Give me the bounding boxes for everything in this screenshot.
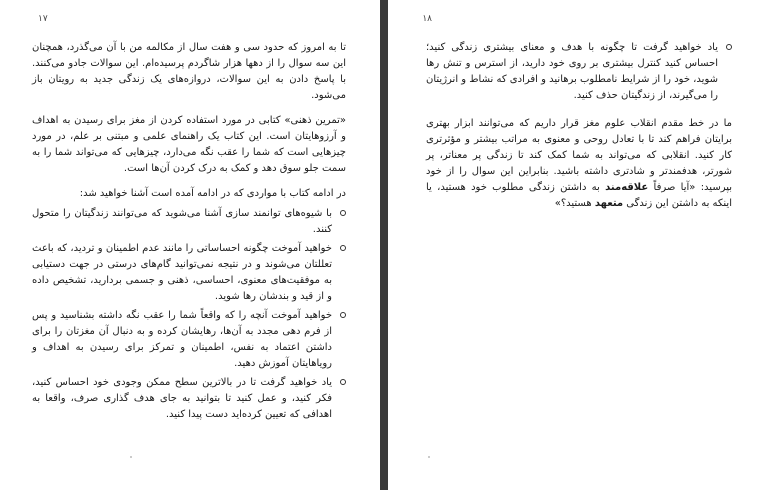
left-page (0, 0, 382, 490)
page-number-left: ۱۷ (38, 14, 48, 24)
page-divider (380, 0, 388, 490)
question-bold-2: متعهد (594, 198, 624, 209)
list-item-text: یاد خواهید گرفت تا چگونه با هدف و معنای بیشتری زندگی کنید؛ احساس کنید کنترل بیشتری بر روی خود دارید، از استرس و تنش رها شوید، خود را از شرایط نامطلوب برهانید و افرادی که نشاط و انرژیتان را می‌گیرند، از زندگیتان حذف کنید. (426, 42, 718, 101)
list-item (32, 206, 346, 238)
main-paragraph-text: ما در خط مقدم انقلاب علوم مغز قرار داریم که می‌توانند ابزار بهتری برایتان فراهم کند تا با تعادل روحی و معنوی به مراتب بیشتر و مؤثرتری کار کنید. انقلابی که می‌تواند به شما کمک کند تا زندگی پر معناتر، پر شورتر، هدفمندتر و شادتری داشته باشید. بنابراین این سوال را از خود بپرسید: (426, 118, 733, 193)
list-item (426, 40, 732, 104)
list-item-text: خواهید آموخت آنچه را که واقعاً شما را عقب نگه داشته بشناسید و پس از فرم دهی مجدد به آن‌ها، رهایشان کرده و به دنبال آن مغزتان را برای داشتن اعتماد به نفس، اطمینان و تمرکز برای رسیدن به اهداف و رویاهایتان آموزش دهید. (32, 310, 332, 369)
lead-in-paragraph: در ادامه کتاب با مواردی که در ادامه آمده است آشنا خواهید شد: (79, 188, 346, 199)
right-page (388, 0, 768, 490)
page-footer-mark (428, 456, 430, 458)
question-bold-1: علاقه‌مند (605, 182, 649, 193)
left-page-text (32, 40, 346, 426)
right-page-text (426, 40, 732, 221)
question-text-1: «آیا صرفاً (653, 182, 696, 193)
list-item-text: با شیوه‌های توانمند سازی آشنا می‌شوید که می‌توانند زندگیتان را متحول کنند. (32, 208, 332, 235)
list-item (32, 375, 346, 423)
circle-bullet-icon (340, 245, 346, 251)
list-item (32, 308, 346, 372)
circle-bullet-icon (340, 312, 346, 318)
page-number-right: ۱۸ (422, 14, 432, 24)
main-paragraph (426, 116, 732, 212)
page-footer-mark (130, 456, 132, 458)
circle-bullet-icon (340, 210, 346, 216)
list-item-text: یاد خواهید گرفت تا در بالاترین سطح ممکن وجودی خود احساس کنید، فکر کنید، و عمل کنید تا بتوانید به جای هدف گذاری صرف، واقعا به اهدافی که تعیین کرده‌اید دست پیدا کنید. (32, 377, 332, 420)
circle-bullet-icon (340, 379, 346, 385)
question-text-2: به داشتن زندگی مطلوب خود هستید، یا اینکه به داشتن این زندگی (426, 182, 732, 209)
intro-paragraph: تا به امروز که حدود سی و هفت سال از مکالمه من با آن می‌گذرد، همچنان این سه سوال را از دهها هزار شاگردم پرسیده‌ام. این سوالات جادو می‌کنند. با پاسخ دادن به این سوالات، دروازه‌های یک زندگی جدید به رویتان باز می‌شود. (32, 42, 346, 101)
question-text-3: هستید؟» (554, 198, 592, 209)
description-paragraph: «تمرین ذهنی» کتابی در مورد استفاده کردن از مغز برای رسیدن به اهداف و آرزوهایتان است. این کتاب یک راهنمای علمی و مبتنی بر علم، در مورد چیزهایی است که شما را عقب نگه می‌دارد، چیزهایی که می‌تواند شما را به سمت جلو سوق دهد و کمک به درک کردن آن‌ها است. (32, 115, 346, 174)
circle-bullet-icon (726, 44, 732, 50)
list-item (32, 241, 346, 305)
list-item-text: خواهید آموخت چگونه احساساتی را مانند عدم اطمینان و تردید، که باعث تعللتان می‌شوند و در نتیجه نمی‌توانید گام‌های درستی در جهت دستیابی به موفقیت‌های معنوی، احساسی، ذهنی و جسمی بردارید، تشخیص داده و از قید و بندشان رها شوید. (32, 243, 332, 302)
